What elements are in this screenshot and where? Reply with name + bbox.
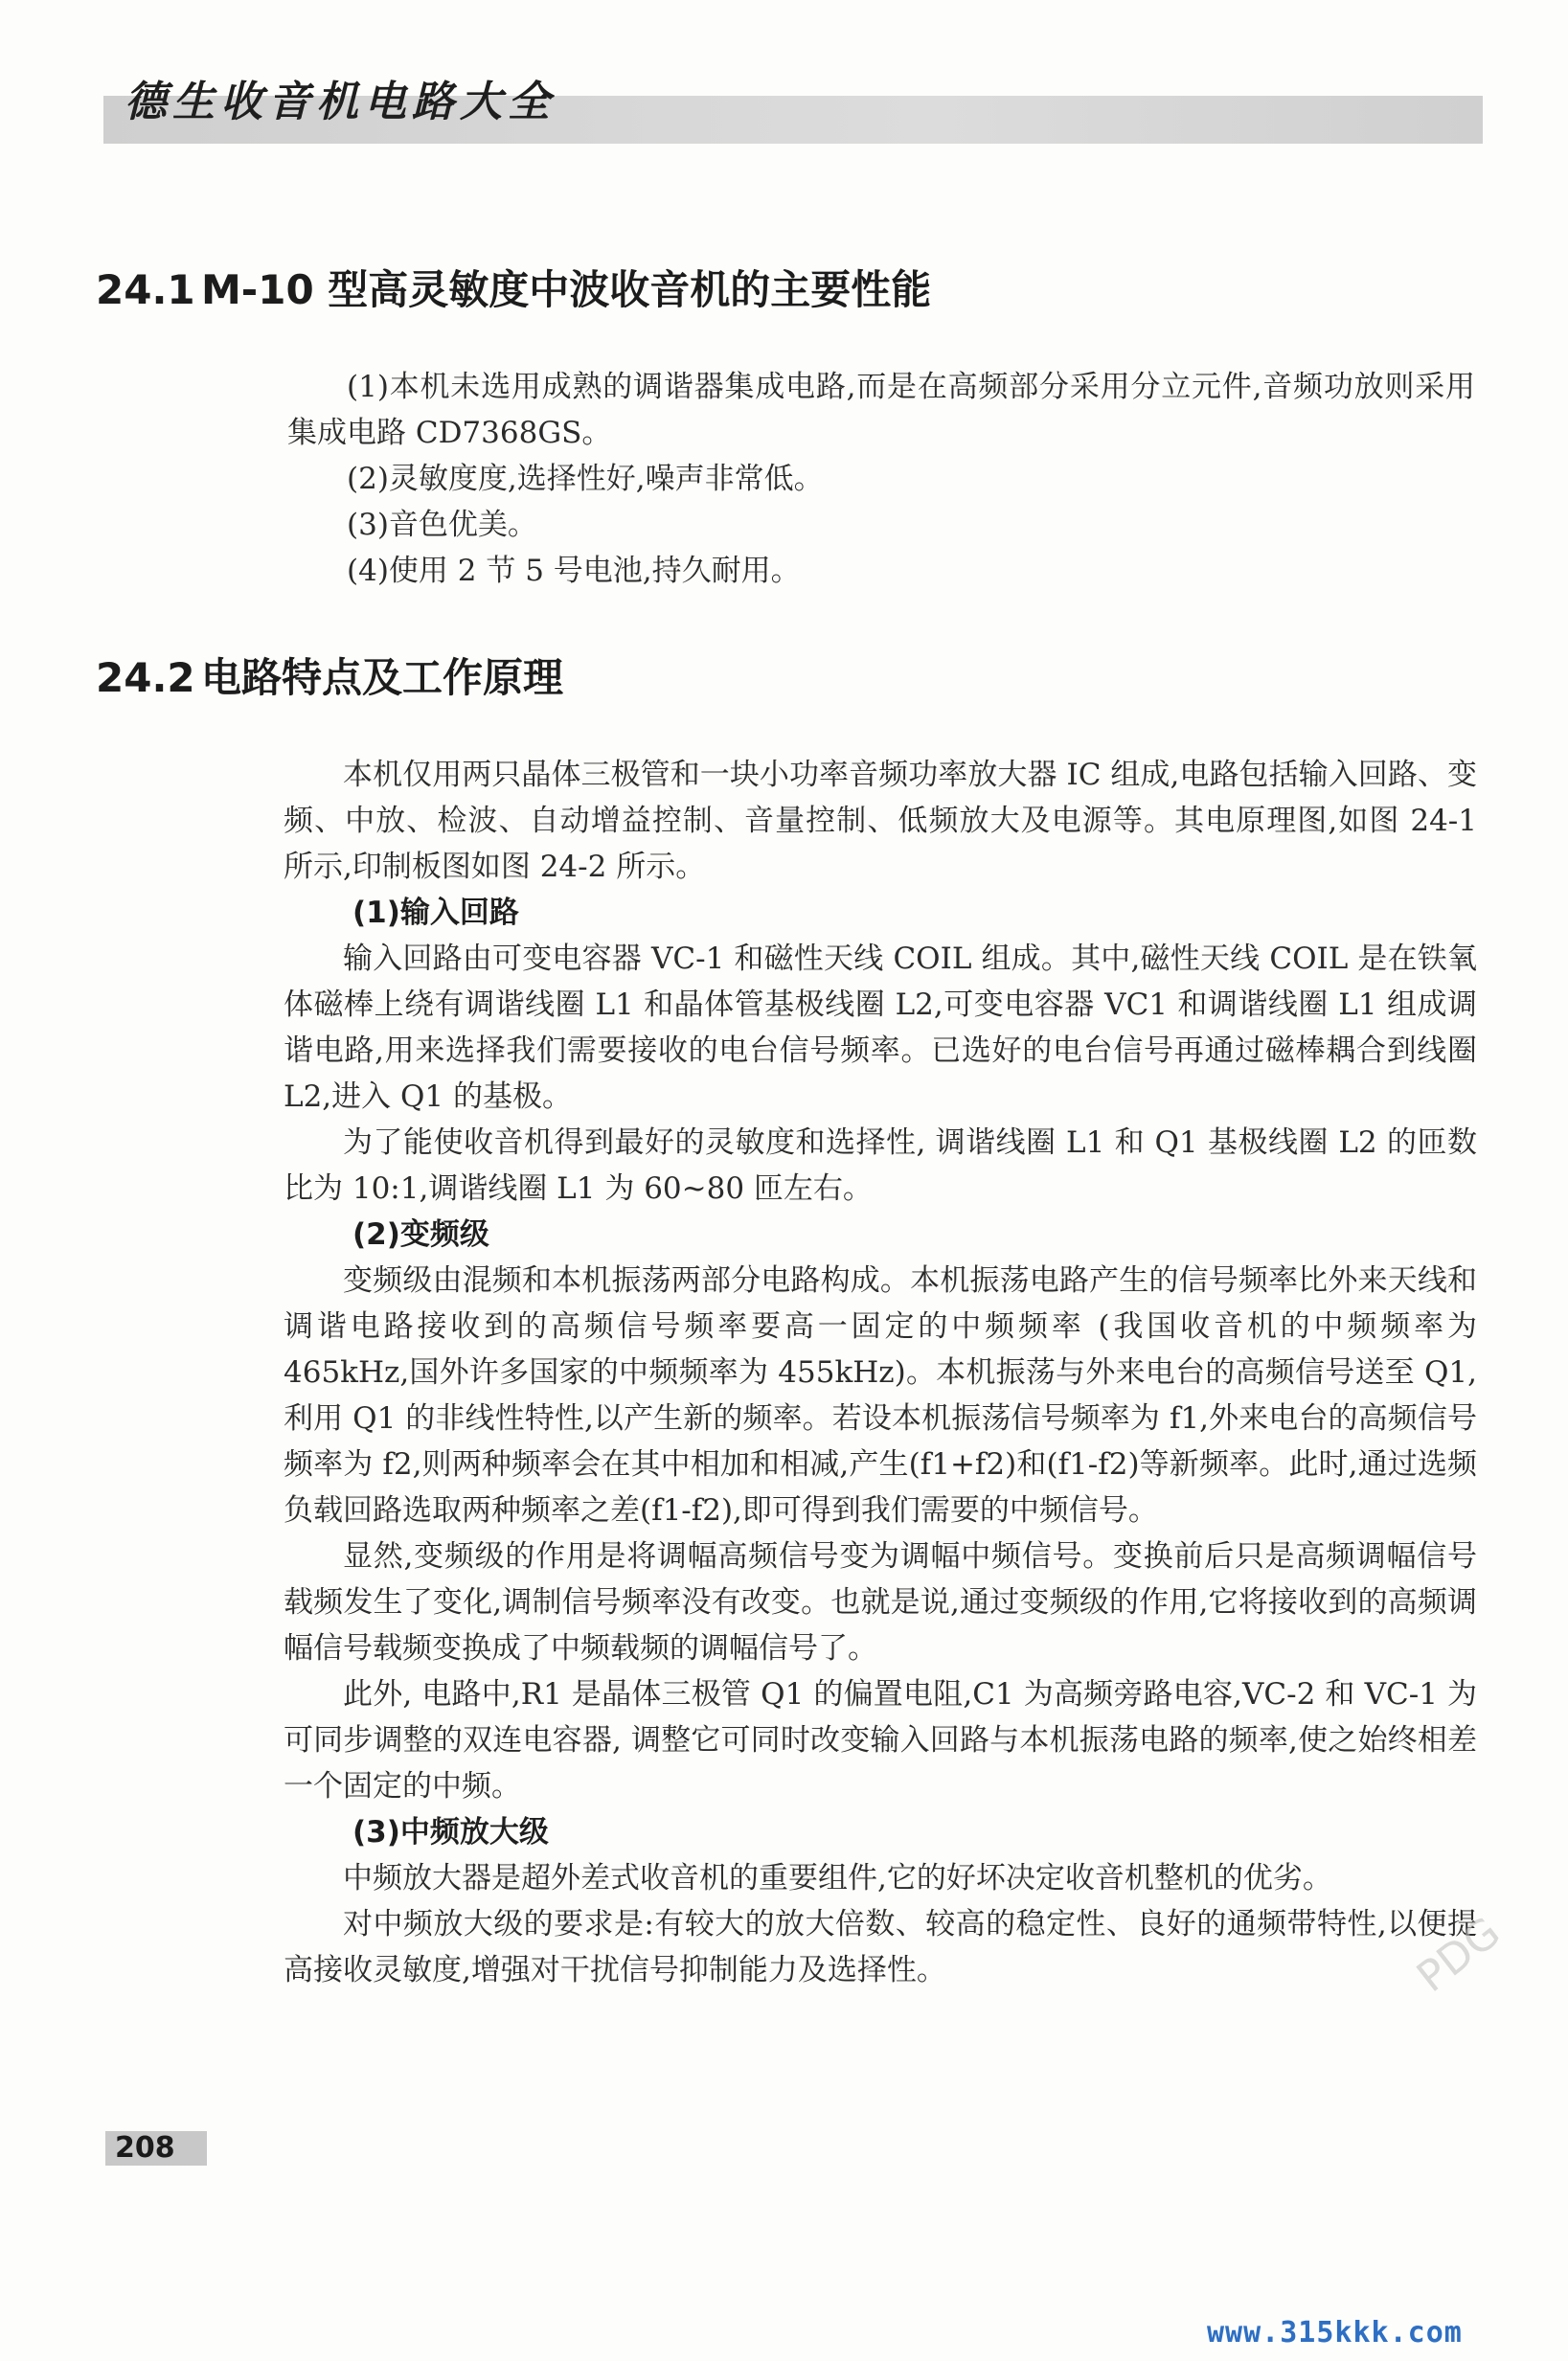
paragraph: 对中频放大级的要求是:有较大的放大倍数、较高的稳定性、良好的通频带特性,以便提高接收灵敏度,增强对干扰信号抑制能力及选择性。 — [284, 1907, 1477, 1987]
section-title: M-10 型高灵敏度中波收音机的主要性能 — [201, 266, 932, 313]
paragraph: 输入回路由可变电容器 VC-1 和磁性天线 COIL 组成。其中,磁性天线 COIL 是在铁氧体磁棒上绕有调谐线圈 L1 和晶体管基极线圈 L2,可变电容器 VC1 和调谐线圈 L1 组成调谐电路,用来选择我们需要接收的电台信号频率。已选好的电台信号再通过磁棒耦合到线圈 L2,进入 Q1 的基极。 — [284, 942, 1477, 1114]
feature-item-4: (4)使用 2 节 5 号电池,持久耐用。 — [347, 554, 801, 588]
paragraph: 为了能使收音机得到最好的灵敏度和选择性, 调谐线圈 L1 和 Q1 基极线圈 L2 的匝数比为 10:1,调谐线圈 L1 为 60~80 匝左右。 — [284, 1125, 1477, 1206]
paragraph: 显然,变频级的作用是将调幅高频信号变为调幅中频信号。变换前后只是高频调幅信号载频发生了变化,调制信号频率没有改变。也就是说,通过变频级的作用,它将接收到的高频调幅信号载频变换成了中频载频的调幅信号了。 — [284, 1539, 1477, 1666]
intro-paragraph: 本机仅用两只晶体三极管和一块小功率音频功率放大器 IC 组成,电路包括输入回路、变频、中放、检波、自动增益控制、音量控制、低频放大及电源等。其电原理图,如图 24-1 所示,印制板图如图 24-2 所示。 — [284, 758, 1477, 884]
section-number: 24.1 — [96, 266, 195, 313]
feature-item-2: (2)灵敏度度,选择性好,噪声非常低。 — [347, 462, 824, 496]
subsection-heading-converter: (2)变频级 — [352, 1217, 489, 1252]
watermark: PDG — [1408, 1907, 1510, 2003]
paragraph: 变频级由混频和本机振荡两部分电路构成。本机振荡电路产生的信号频率比外来天线和调谐电路接收到的高频信号频率要高一固定的中频频率 (我国收音机的中频频率为 465kHz,国外许多国家的中频频率为 455kHz)。本机振荡与外来电台的高频信号送至 Q1,利用 Q1 的非线性特性,以产生新的频率。若设本机振荡信号频率为 f1,外来电台的高频信号频率为 f2,则两种频率会在其中相加和相减,产生(f1+f2)和(f1-f2)等新频率。此时,通过选频负载回路选取两种频率之差(f1-f2),即可得到我们需要的中频信号。 — [284, 1263, 1477, 1528]
subsection-heading-input-circuit: (1)输入回路 — [352, 896, 519, 930]
section-24-2-body — [284, 752, 1477, 1993]
section-24-1-body — [287, 364, 1475, 594]
feature-item-1: (1)本机未选用成熟的调谐器集成电路,而是在高频部分采用分立元件,音频功放则采用集成电路 CD7368GS。 — [287, 370, 1475, 450]
section-heading-24-1 — [96, 259, 931, 316]
section-heading-24-2 — [96, 647, 563, 704]
section-title: 电路特点及工作原理 — [201, 654, 564, 701]
site-watermark: www.315kkk.com — [1207, 2316, 1463, 2350]
page-number: 208 — [105, 2131, 207, 2166]
running-title: 德生收音机电路大全 — [125, 78, 556, 126]
paragraph: 中频放大器是超外差式收音机的重要组件,它的好坏决定收音机整机的优劣。 — [343, 1861, 1332, 1896]
section-number: 24.2 — [96, 654, 195, 701]
subsection-heading-if-amplifier: (3)中频放大级 — [352, 1815, 549, 1850]
feature-item-3: (3)音色优美。 — [347, 508, 537, 542]
paragraph: 此外, 电路中,R1 是晶体三极管 Q1 的偏置电阻,C1 为高频旁路电容,VC-2 和 VC-1 为可同步调整的双连电容器, 调整它可同时改变输入回路与本机振荡电路的频率,使之始终相差一个固定的中频。 — [284, 1677, 1477, 1804]
